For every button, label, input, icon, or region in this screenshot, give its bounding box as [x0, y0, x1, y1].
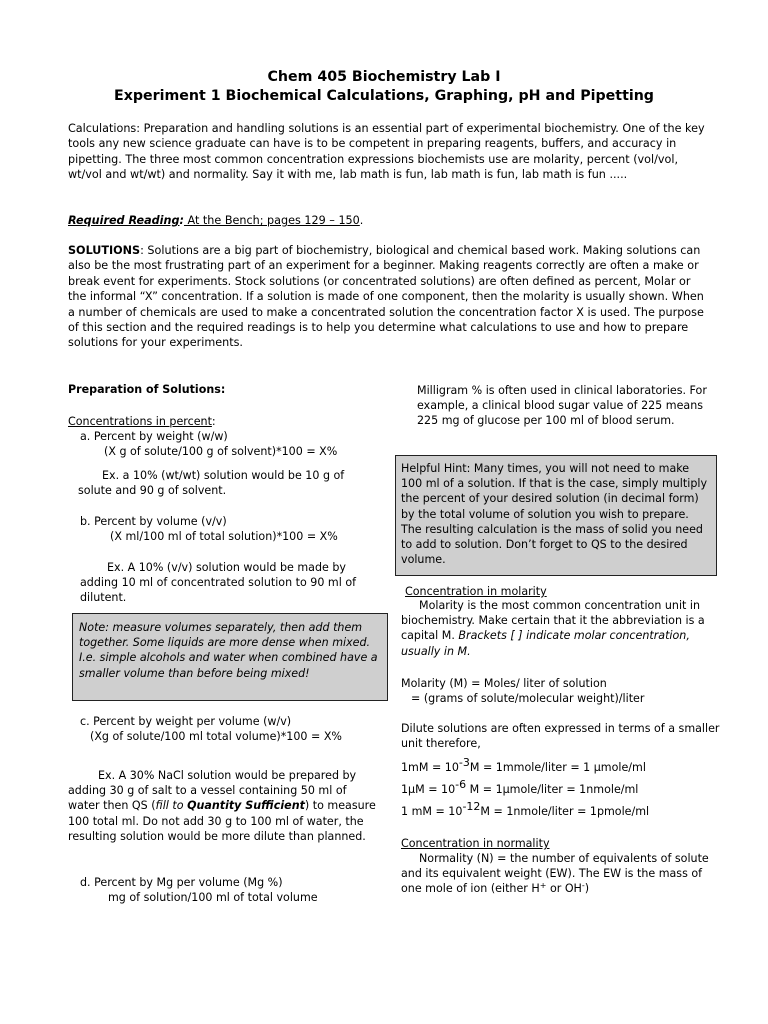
required-reading: Required Reading: At the Bench; pages 129 – 150. — [68, 214, 364, 227]
milligram-paragraph: Milligram % is often used in clinical laboratories. For example, a clinical blood sugar value of 225 means 225 mg of glucose per 100 ml of blood serum. — [417, 384, 707, 428]
item-a: a. Percent by weight (w/w) — [80, 430, 228, 443]
required-reading-label: Required Reading — [68, 214, 180, 227]
item-c-formula: (Xg of solute/100 ml total volume)*100 = X% — [90, 730, 342, 743]
molarity-definition: Molarity (M) = Moles/ liter of solution — [401, 677, 607, 690]
item-b: b. Percent by volume (v/v) — [80, 515, 227, 528]
conc-percent-heading: Concentrations in percent: — [68, 415, 216, 428]
molarity-heading: Concentration in molarity — [405, 585, 547, 598]
equation-nm: 1 mM = 10-12M = 1nmole/liter = 1pmole/ml — [401, 800, 650, 818]
item-c-example: Ex. A 30% NaCl solution would be prepared by adding 30 g of salt to a vessel containing 50 ml of water then QS (fill to Quantity Sufficient) to measure 100 total ml. Do not add 30 g to 100 ml of water, the resulting solution would be more dilute than planned. — [68, 769, 376, 843]
molarity-paragraph: Molarity is the most common concentration unit in biochemistry. Make certain that it the abbreviation is a capital M. Brackets [ ] indicate molar concentration, usually in M. — [401, 599, 705, 658]
normality-paragraph: Normality (N) = the number of equivalents of solute and its equivalent weight (EW). The EW is the mass of one mole of ion (either H+ or OH-) — [401, 852, 709, 896]
required-reading-ref: At the Bench; pages 129 – 150 — [183, 214, 360, 227]
dilute-paragraph: Dilute solutions are often expressed in terms of a smaller unit therefore, — [401, 722, 720, 751]
item-d-formula: mg of solution/100 ml of total volume — [108, 891, 318, 904]
document-title: Chem 405 Biochemistry Lab I — [267, 69, 501, 85]
molarity-definition-2: = (grams of solute/molecular weight)/liter — [411, 692, 645, 705]
equation-mm: 1mM = 10-3M = 1mmole/liter = 1 µmole/ml — [401, 756, 646, 774]
note-box: Note: measure volumes separately, then add them together. Some liquids are more dense when mixed. I.e. simple alcohols and water when combined have a smaller volume than before being mixed! — [72, 613, 388, 701]
helpful-hint-box: Helpful Hint: Many times, you will not need to make 100 ml of a solution. If that is the case, simply multiply the percent of your desired solution (in decimal form) by the total volume of solution you wish to prepare. The resulting calculation is the mass of solid you need to add to solution. Don’t forget to QS to the desired volume. — [395, 455, 717, 576]
item-c: c. Percent by weight per volume (w/v) — [80, 715, 292, 728]
item-b-example: Ex. A 10% (v/v) solution would be made by adding 10 ml of concentrated solution to 90 ml of dilutent. — [80, 561, 357, 605]
item-b-formula: (X ml/100 ml of total solution)*100 = X% — [110, 530, 338, 543]
solutions-label: SOLUTIONS — [68, 244, 141, 257]
intro-paragraph: Calculations: Preparation and handling solutions is an essential part of experimental biochemistry. One of the key tools any new science graduate can have is to be competent in preparing reagents, buffers, and accuracy in pipetting. The three most common concentration expressions biochemists use are molarity, percent (vol/vol, wt/vol and wt/wt) and normality. Say it with me, lab math is fun, lab math is fun, lab math is fun ..... — [68, 122, 705, 182]
prep-heading: Preparation of Solutions: — [68, 383, 226, 396]
item-a-formula: (X g of solute/100 g of solvent)*100 = X% — [104, 445, 338, 458]
normality-heading: Concentration in normality — [401, 837, 550, 850]
item-d: d. Percent by Mg per volume (Mg %) — [80, 876, 283, 889]
item-a-example: Ex. a 10% (wt/wt) solution would be 10 g of solute and 90 g of solvent. — [78, 469, 345, 498]
solutions-paragraph: SOLUTIONS: Solutions are a big part of biochemistry, biological and chemical based work. Making solutions can also be the most frustrating part of an experiment for a beginner. Making reagents correctly are often a make or break event for experiments. Stock solutions (or concentrated solutions) are often defined as percent, Molar or the informal “X” concentration. If a solution is made of one component, then the molarity is usually shown. When a number of chemicals are used to make a concentrated solution the concentration factor X is used. The purpose of this section and the required readings is to help you determine what calculations to use and how to prepare solutions for your experiments. — [68, 244, 704, 350]
equation-um: 1µM = 10-6 M = 1µmole/liter = 1nmole/ml — [401, 778, 639, 796]
document-subtitle: Experiment 1 Biochemical Calculations, Graphing, pH and Pipetting — [114, 88, 654, 104]
